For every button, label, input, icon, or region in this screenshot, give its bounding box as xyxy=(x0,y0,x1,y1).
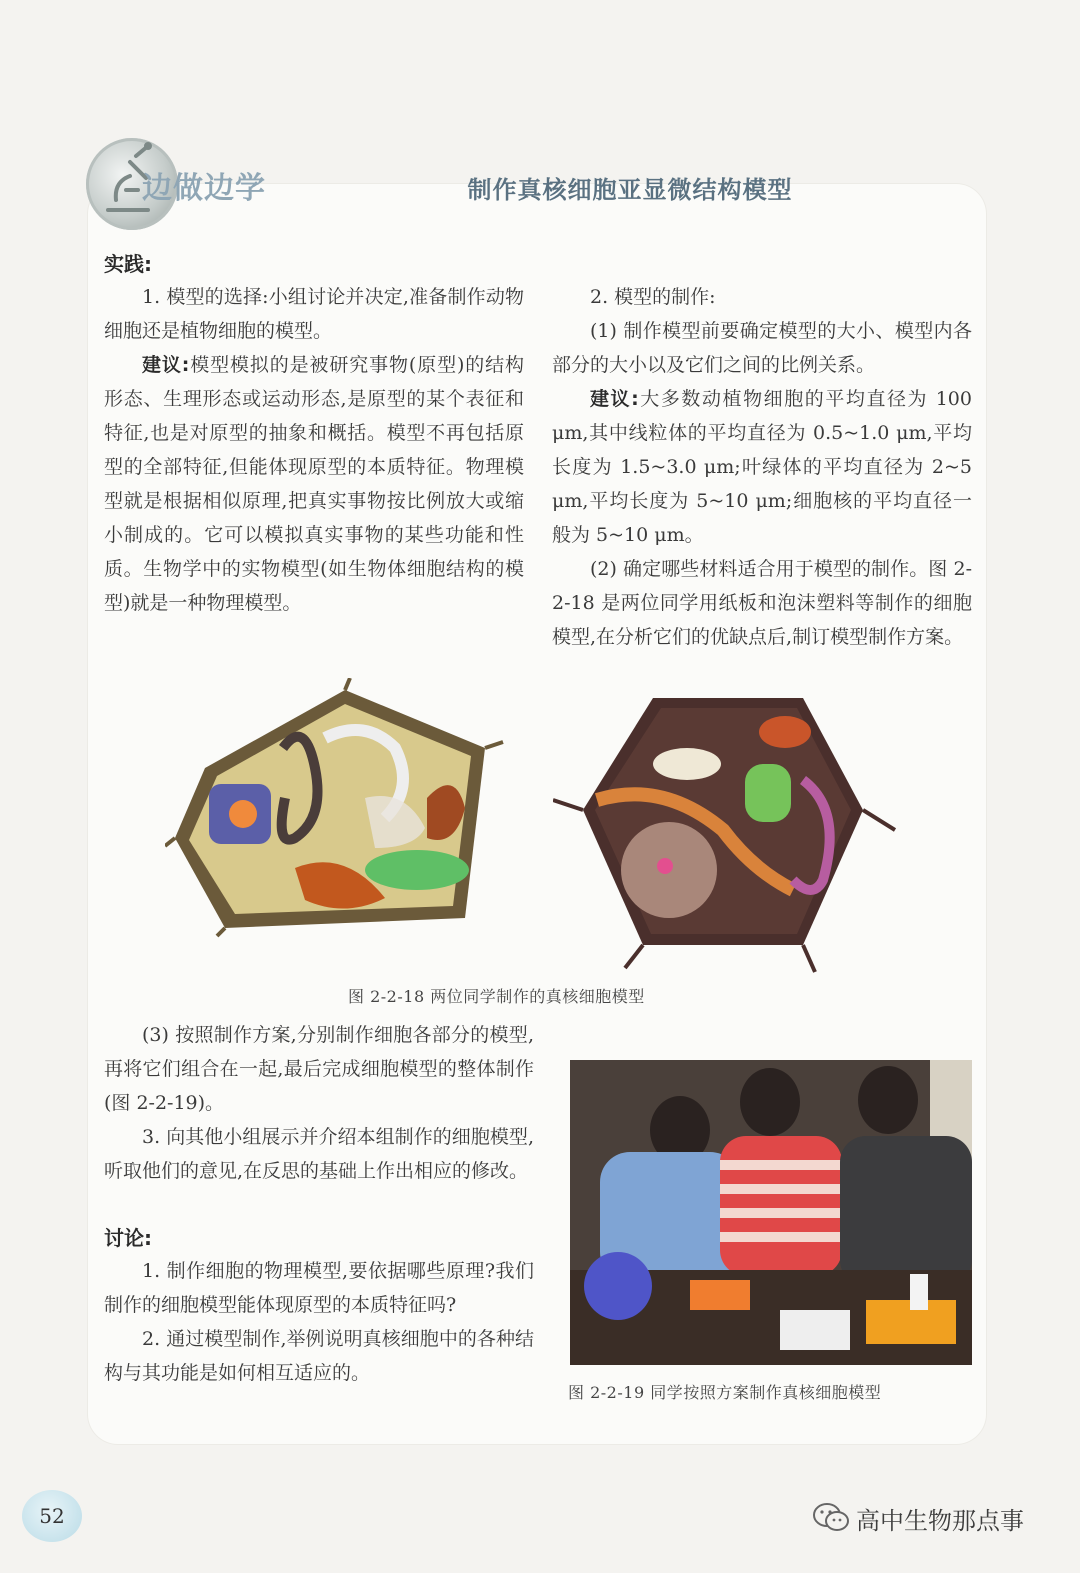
figure-19-caption: 图 2-2-19 同学按照方案制作真核细胞模型 xyxy=(568,1383,882,1402)
left-column xyxy=(104,280,524,620)
discussion-heading: 讨论: xyxy=(104,1226,152,1250)
watermark-text: 高中生物那点事 xyxy=(856,1506,1024,1535)
students-photo-illustration xyxy=(570,1060,972,1365)
paragraph-assembly: (3) 按照制作方案,分别制作细胞各部分的模型,再将它们组合在一起,最后完成细胞模型的整体制作(图 2-2-19)。 xyxy=(104,1024,534,1114)
suggestion-label-2: 建议: xyxy=(590,388,639,410)
paragraph-model-selection: 1. 模型的选择:小组讨论并决定,准备制作动物细胞还是植物细胞的模型。 xyxy=(104,286,524,342)
size-suggestion-text: 大多数动植物细胞的平均直径为 100 μm,其中线粒体的平均直径为 0.5~1.0 μm,平均长度为 1.5~3.0 μm;叶绿体的平均直径为 2~5 μm,平均长度为 5~10 μm;细胞核的平均直径一般为 5~10 μm。 xyxy=(552,388,972,546)
watermark xyxy=(812,1500,1024,1536)
right-column xyxy=(552,280,972,654)
wechat-icon xyxy=(812,1502,850,1534)
paragraph-model-making: 2. 模型的制作: xyxy=(590,286,716,308)
figure-18-caption: 图 2-2-18 两位同学制作的真核细胞模型 xyxy=(348,987,645,1006)
discussion-question-2: 2. 通过模型制作,举例说明真核细胞中的各种结构与其功能是如何相互适应的。 xyxy=(104,1328,534,1384)
paragraph-size-suggestion xyxy=(552,382,972,552)
paragraph-size-ratio: (1) 制作模型前要确定模型的大小、模型内各部分的大小以及它们之间的比例关系。 xyxy=(552,320,972,376)
page-number: 52 xyxy=(22,1490,82,1542)
suggestion-label: 建议: xyxy=(142,354,190,376)
discussion-question-1: 1. 制作细胞的物理模型,要依据哪些原理?我们制作的细胞模型能体现原型的本质特征吗? xyxy=(104,1260,534,1316)
bottom-left-column xyxy=(104,1018,534,1188)
discussion-column xyxy=(104,1254,534,1390)
section-label: 边做边学 xyxy=(142,171,266,206)
paragraph-materials: (2) 确定哪些材料适合用于模型的制作。图 2-2-18 是两位同学用纸板和泡沫塑料等制作的细胞模型,在分析它们的优缺点后,制订模型制作方案。 xyxy=(552,558,972,648)
suggestion-text: 模型模拟的是被研究事物(原型)的结构形态、生理形态或运动形态,是原型的某个表征和特征,也是对原型的抽象和概括。模型不再包括原型的全部特征,但能体现原型的本质特征。物理模型就是根据相似原理,把真实事物按比例放大或缩小制成的。它可以模拟真实事物的某些功能和性质。生物学中的实物模型(如生物体细胞结构的模型)就是一种物理模型。 xyxy=(104,354,524,614)
animal-cell-model-image xyxy=(553,690,898,975)
students-making-model-photo xyxy=(570,1060,972,1365)
paragraph-suggestion xyxy=(104,348,524,620)
paragraph-presentation: 3. 向其他小组展示并介绍本组制作的细胞模型,听取他们的意见,在反思的基础上作出相应的修改。 xyxy=(104,1126,534,1182)
plant-cell-model-image xyxy=(165,678,505,938)
practice-heading: 实践: xyxy=(104,252,152,276)
page-title: 制作真核细胞亚显微结构模型 xyxy=(467,175,793,204)
